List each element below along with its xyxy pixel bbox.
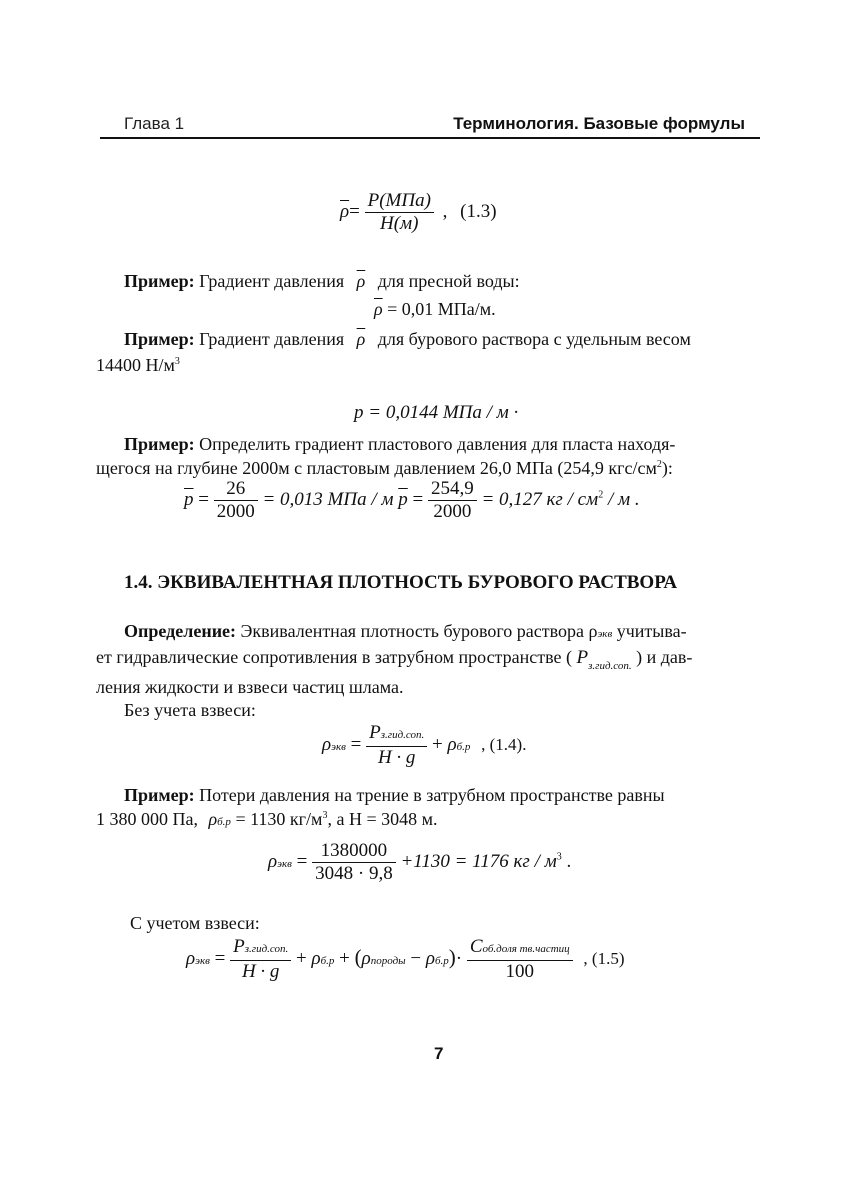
example-4-formula: ρэкв = $\frac{1380000}{3048 \cdot 9,8}$ +1130 = 1176 кг / $м^3$ .	[268, 840, 572, 884]
example-3-f2-result: = 0,127 кг / см	[481, 488, 599, 510]
example-2-result: p = 0,0144 МПа / м ·	[354, 402, 519, 423]
definition-symbol-sub: з.гид.соп.	[588, 660, 632, 672]
definition-text-1: Эквивалентная плотность бурового раствора ρ	[240, 621, 598, 641]
example-4-density-sup: 3	[322, 810, 328, 821]
example-3-text-2: щегося на глубине 2000м с пластовым давлением 26,0 МПа (254,9 кгс/см	[96, 458, 657, 478]
formula-1-4-fraction: $\frac{\text{Pз.гид.соп.}}{H \cdot g}$	[366, 722, 427, 769]
formula-1-5: ρэкв = $\frac{\text{Pз.гид.соп.}}{H \cdot g}$ + ρб.р + (ρпороды − ρб.р)· $\frac{\text{Cоб.доля тв.частиц}}{100}$ , (1.5)	[186, 936, 625, 982]
example-3-f2-end: / м .	[607, 488, 640, 510]
definition-label: Определение:	[124, 621, 237, 641]
example-4-line-2: 1 380 000 Па, ρб.р = 1130 $кг/м^3$, а Н = 3048 м.	[96, 809, 438, 829]
example-2-weight-sup: 3	[174, 356, 180, 367]
header-divider	[100, 137, 760, 139]
header-chapter: Глава 1	[124, 114, 185, 133]
formula-1-3-tag: (1.3)	[460, 200, 497, 222]
example-3-label: Пример:	[124, 434, 195, 454]
formula-1-3-denominator: H(м)	[379, 213, 419, 234]
with-suspension-label: С учетом взвеси:	[130, 913, 260, 933]
formula-1-5-den: H · g	[241, 961, 280, 982]
formula-1-3: $\overline{\rho}=$ $\frac{\text{P(МПа)}}{H(м)}$ , (1.3)	[340, 190, 497, 234]
example-4-fraction	[312, 840, 396, 885]
example-4-text-1: Потери давления на трение в затрубном пространстве равны	[199, 785, 665, 805]
example-3-formulas: $\overline{p}$ = $\frac{26}{2000}$ = 0,013 МПа / м $\overline{p}$ = $\frac{254,9}{2000}$ = 0,127 кг / $см^2$ / м .	[184, 478, 640, 522]
formula-1-4: ρэкв = $\frac{\text{Pз.гид.соп.}}{H \cdot g}$ + ρб.р , (1.4).	[322, 722, 527, 768]
definition-text-2: ет гидравлические сопротивления в затрубном пространстве (	[96, 647, 572, 667]
example-1-symbol: $\overline{\rho}$	[356, 271, 366, 291]
formula-1-3-fraction	[365, 190, 434, 235]
example-3-text-2-end: ):	[661, 458, 673, 478]
formula-1-5-fraction-2: $\frac{\text{Cоб.доля тв.частиц}}{100}$	[467, 936, 573, 983]
example-2-text-after: для бурового раствора с удельным весом	[377, 329, 691, 349]
example-3-line-1	[124, 433, 675, 455]
example-2-line-2	[96, 354, 180, 376]
header-section-title: Терминология. Базовые формулы	[453, 114, 745, 133]
example-1-result-line	[374, 298, 496, 320]
example-2-symbol: $\overline{\rho}$	[356, 329, 366, 349]
formula-1-5-lhs-sub: экв	[195, 954, 210, 967]
formula-1-5-c-sub: об.доля тв.частиц	[482, 943, 570, 955]
formula-1-4-den: H · g	[377, 747, 416, 768]
example-3-text-2-sup: 2	[656, 459, 662, 470]
formula-1-5-plus-sub: б.р	[320, 954, 335, 967]
example-2-weight: 14400 Н/м	[96, 355, 175, 375]
definition-line-1	[124, 620, 687, 645]
example-1-result: = 0,01 МПа/м.	[387, 299, 496, 319]
example-4-den: 3048 · 9,8	[315, 863, 393, 884]
formula-1-5-fraction-1: $\frac{\text{Pз.гид.соп.}}{H \cdot g}$	[230, 936, 291, 983]
example-3-f1-num: 26	[214, 478, 258, 501]
example-4-line-1	[124, 784, 665, 806]
formula-1-4-num-sub: з.гид.соп.	[380, 729, 425, 741]
example-1-text-after: для пресной воды:	[377, 271, 520, 291]
definition-line-3: ления жидкости и взвеси частиц шлама.	[96, 677, 404, 697]
example-2-label: Пример:	[124, 329, 195, 349]
example-3-f1-result: = 0,013 МПа / м	[262, 488, 394, 510]
without-suspension-label: Без учета взвеси:	[124, 700, 256, 720]
example-4-lhs-sub: экв	[277, 857, 292, 870]
formula-1-5-rock-sub: породы	[370, 954, 406, 967]
example-4-rho-sub: б.р	[217, 816, 231, 828]
example-4-label: Пример:	[124, 785, 195, 805]
formula-1-5-minus-sub: б.р	[434, 954, 449, 967]
example-4-depth: , а Н = 3048 м.	[327, 809, 438, 829]
example-4-result: +1130 = 1176 кг / м	[400, 850, 557, 872]
example-3-text-1: Определить градиент пластового давления для пласта находя-	[199, 434, 676, 454]
example-1-result-symbol: $\overline{\rho}$	[374, 299, 383, 319]
example-3-f2-num: 254,9	[428, 478, 477, 501]
example-3-f2-den: 2000	[433, 501, 472, 522]
definition-line-2	[96, 646, 692, 671]
example-3-fraction-1	[214, 478, 258, 523]
example-4-pressure: 1 380 000 Па,	[96, 809, 198, 829]
definition-text-1-sub: экв	[597, 628, 613, 640]
formula-1-4-plus-sub: б.р	[456, 740, 471, 753]
definition-symbol: P	[576, 647, 589, 668]
formula-1-3-lhs: $\overline{\rho}$	[340, 200, 350, 222]
definition-text-1-end: учитыва-	[616, 621, 687, 641]
formula-1-5-c-den: 100	[505, 961, 534, 982]
formula-1-3-numerator: P(МПа)	[365, 190, 434, 213]
definition-text-2-end: ) и дав-	[636, 647, 693, 667]
example-4-num: 1380000	[312, 840, 396, 863]
example-3-line-2	[96, 457, 673, 479]
section-heading: 1.4. ЭКВИВАЛЕНТНАЯ ПЛОТНОСТЬ БУРОВОГО РАСТВОРА	[124, 572, 678, 593]
example-4-density: = 1130 кг/м	[235, 809, 323, 829]
example-3-f2-sup: 2	[598, 489, 604, 501]
example-3-f1-den: 2000	[216, 501, 255, 522]
example-1-text-before: Градиент давления	[199, 271, 345, 291]
page-number: 7	[434, 1044, 444, 1063]
example-1-line	[124, 270, 520, 292]
example-4-result-sup: 3	[556, 851, 562, 863]
example-4-result-end: .	[566, 850, 572, 872]
example-1-label: Пример:	[124, 271, 195, 291]
formula-1-5-num-sub: з.гид.соп.	[244, 943, 289, 955]
formula-1-5-tag: , (1.5)	[583, 948, 625, 968]
example-2-text-before: Градиент давления	[199, 329, 345, 349]
formula-1-4-tag: , (1.4).	[481, 734, 527, 754]
formula-1-4-lhs-sub: экв	[331, 740, 346, 753]
example-3-fraction-2	[428, 478, 477, 523]
example-2-line	[124, 328, 691, 350]
